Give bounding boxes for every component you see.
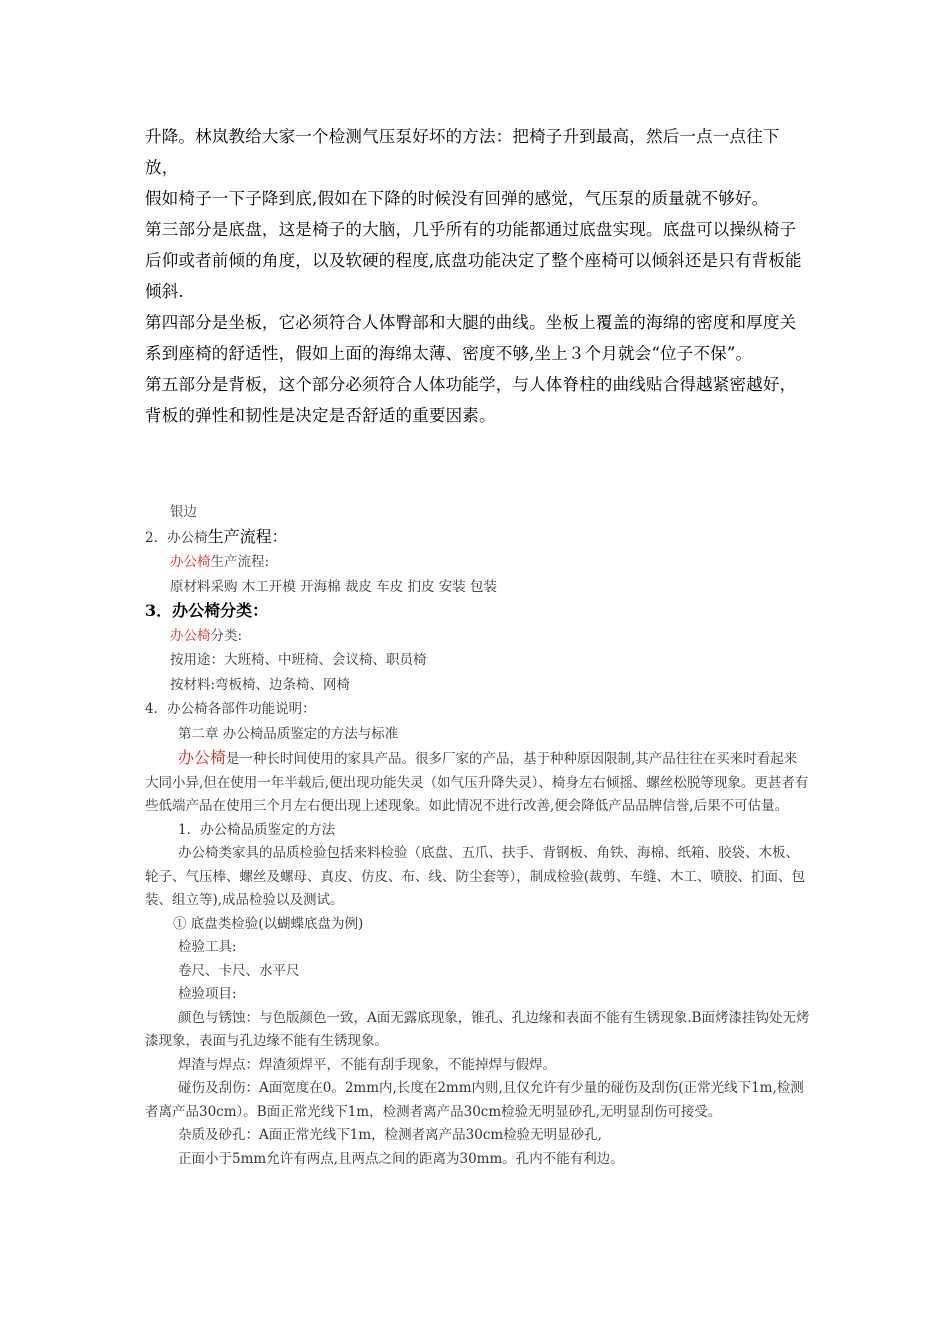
- paragraph-air-pump-line1: 升降。林岚教给大家一个检测气压泵好坏的方法：把椅子升到最高，然后一点一点往下放，: [145, 127, 780, 177]
- section-3-red-term: 办公椅: [170, 627, 211, 644]
- paragraph-chassis: 第三部分是底盘，这是椅子的大脑，几乎所有的功能都通过底盘实现。底盘可以操纵椅子后仰或者前倾的角度，以及软硬的程度,底盘功能决定了整个座椅可以倾斜还是只有背板能倾斜.: [145, 220, 802, 301]
- section-3-subheading: [145, 624, 810, 649]
- paragraph-seat-board: 第四部分是坐板，它必须符合人体臀部和大腿的曲线。坐板上覆盖的海绵的密度和厚度关系到座椅的舒适性，假如上面的海绵太薄、密度不够,坐上３个月就会“位子不保”。: [145, 313, 797, 363]
- paragraph-air-pump-line2: 假如椅子一下子降到底,假如在下降的时候没有回弹的感觉，气压泵的质量就不够好。: [145, 189, 769, 208]
- item-front-surface: 正面小于5mm允许有两点,且两点之间的距离为30mm。孔内不能有利边。: [178, 1150, 624, 1167]
- item-color-rust: 颜色与锈蚀：与色版颜色一致，A面无露底现象，锥孔、孔边缘和表面不能有生锈现象.B面烤漆挂钩处无烤漆现象，表面与孔边缘不能有生锈现象。: [145, 1009, 810, 1049]
- items-label: 检验项目:: [178, 986, 237, 1002]
- section-2-red-term: 办公椅: [170, 554, 211, 570]
- upper-text-block: [145, 121, 810, 431]
- intro-paragraph: [145, 746, 810, 819]
- section-2-title: 生产流程：: [207, 526, 288, 546]
- item-welding: 焊渣与焊点：焊渣须焊平，不能有刮手现象，不能掉焊与假焊。: [178, 1056, 556, 1073]
- section-2-heading: [145, 525, 810, 551]
- intro-red-term: 办公椅: [178, 748, 227, 767]
- chassis-inspection-heading: ① 底盘类检验(以蝴蝶底盘为例): [173, 915, 364, 932]
- section-3-sub-label: 分类:: [210, 627, 243, 644]
- item-scratch: 碰伤及刮伤：A面宽度在0。2mm内,长度在2mm内则,且仅允许有少量的碰伤及刮伤(正常光线下1m,检测者离产品30cm）。B面正常光线下1m，检测者离产品30cm检验无明显砂孔,无明显刮伤可接受。: [145, 1080, 804, 1120]
- chapter-title: 第二章 办公椅品质鉴定的方法与标准: [178, 725, 399, 742]
- classification-by-use: 按用途：大班椅、中班椅、会议椅、职员椅: [170, 652, 427, 668]
- classification-by-material: 按材料:弯板椅、边条椅、网椅: [170, 676, 351, 693]
- item-impurity: 杂质及砂孔：A面正常光线下1m，检测者离产品30cm检验无明显砂孔,: [178, 1127, 602, 1143]
- section-3-heading: 3．办公椅分类：: [145, 601, 269, 620]
- method-heading: 1．办公椅品质鉴定的方法: [178, 821, 336, 838]
- lower-text-block: [145, 500, 810, 1171]
- production-steps: 原材料采购 木工开模 开海棉 裁皮 车皮 扪皮 安装 包装: [170, 578, 498, 595]
- section-2-sub-label: 生产流程:: [210, 554, 270, 570]
- silver-edge-text: 银边: [170, 504, 197, 520]
- method-paragraph: 办公椅类家具的品质检验包括来料检验（底盘、五爪、扶手、背钢板、角铁、海棉、纸箱、胶袋、木板、轮子、气压棒、螺丝及螺母、真皮、仿皮、布、线、防尘套等），制成检验(裁剪、车缝、木工、喷胶、扪面、包装、组立等),成品检验以及测试。: [145, 845, 806, 908]
- intro-text: 是一种长时间使用的家具产品。很多厂家的产品，基于种种原因限制,其产品往往在买来时看起来大同小异,但在使用一年半载后,便出现功能失灵（如气压升降失灵）、椅身左右倾摇、螺丝松脱等现象。更甚者有些低端产品在使用三个月左右便出现上述现象。如此情况不进行改善,便会降低产品品牌信誉,后果不可估量。: [145, 751, 809, 814]
- section-2-subheading: [145, 550, 810, 575]
- paragraph-back-board: 第五部分是背板，这个部分必须符合人体功能学，与人体脊柱的曲线贴合得越紧密越好，背板的弹性和韧性是决定是否舒适的重要因素。: [145, 375, 797, 425]
- tools-list: 卷尺、卡尺、水平尺: [178, 962, 300, 979]
- section-4-heading: 4．办公椅各部件功能说明：: [145, 701, 316, 717]
- section-2-number: 2．办公椅: [145, 529, 208, 546]
- tools-label: 检验工具:: [178, 939, 237, 955]
